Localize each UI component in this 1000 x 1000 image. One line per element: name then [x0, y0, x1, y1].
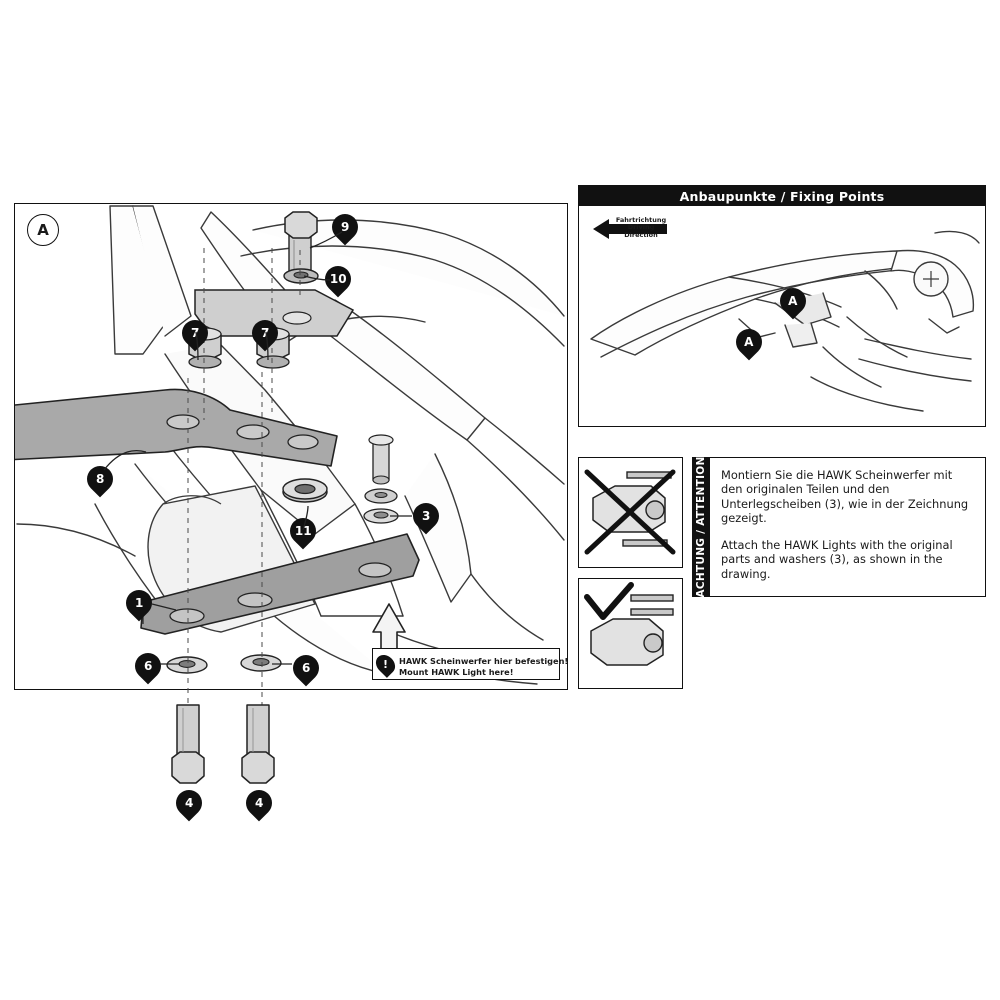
- attention-bar: [692, 457, 710, 597]
- driving-direction-arrow: [591, 216, 669, 242]
- attention-correct-panel: [578, 578, 683, 689]
- callout-7a: 7: [177, 315, 214, 352]
- hawk-mount-note: [372, 648, 569, 680]
- callout-4a: 4: [171, 785, 208, 822]
- bolt-part-3: [364, 435, 398, 523]
- callout-1: 1: [121, 585, 158, 622]
- spacer-part-11: [283, 479, 327, 502]
- attention-text-panel: [692, 457, 986, 597]
- exclamation-icon: !: [372, 651, 399, 678]
- attention-text-de: Montiern Sie die HAWK Scheinwerfer mit den originalen Teilen und den Unterlegscheiben (3), wie in der Zeichnung gezeigt.: [721, 468, 969, 526]
- callout-4b: 4: [241, 785, 278, 822]
- attention-text-en: Attach the HAWK Lights with the original parts and washers (3), as shown in the drawing.: [721, 538, 953, 581]
- callout-6a: 6: [130, 648, 167, 685]
- callout-10: 10: [320, 261, 357, 298]
- attention-bar-label: ACHTUNG / ATTENTION: [695, 456, 707, 598]
- washer-part-6a: [167, 657, 207, 673]
- callout-8: 8: [82, 461, 119, 498]
- wrong-mounting-illustration: [579, 458, 681, 566]
- fixing-marker-a-2: A: [731, 324, 768, 361]
- callout-6b: 6: [288, 650, 325, 687]
- callout-9: 9: [327, 209, 364, 246]
- fixing-marker-a-1: A: [775, 283, 812, 320]
- attention-wrong-panel: [578, 457, 683, 568]
- check-mark-icon: [587, 585, 631, 617]
- washer-part-10: [284, 269, 318, 283]
- view-marker-a-label: A: [37, 221, 49, 239]
- callout-7b: 7: [247, 315, 284, 352]
- hawk-note-line-de: HAWK Scheinwerfer hier befestigen!: [399, 656, 569, 666]
- exploded-assembly-drawing: [15, 204, 569, 688]
- washer-part-6b: [241, 655, 281, 671]
- callout-11: 11: [285, 513, 322, 550]
- exploded-assembly-panel: [14, 203, 568, 690]
- driving-direction-label: Fahrtrichtung Driving Direction: [615, 216, 667, 239]
- hawk-note-line-en: Mount HAWK Light here!: [399, 667, 514, 677]
- callout-3: 3: [408, 498, 445, 535]
- view-marker-a: [27, 214, 59, 246]
- fixing-points-title: Anbaupunkte / Fixing Points: [579, 186, 985, 206]
- correct-mounting-illustration: [579, 579, 681, 687]
